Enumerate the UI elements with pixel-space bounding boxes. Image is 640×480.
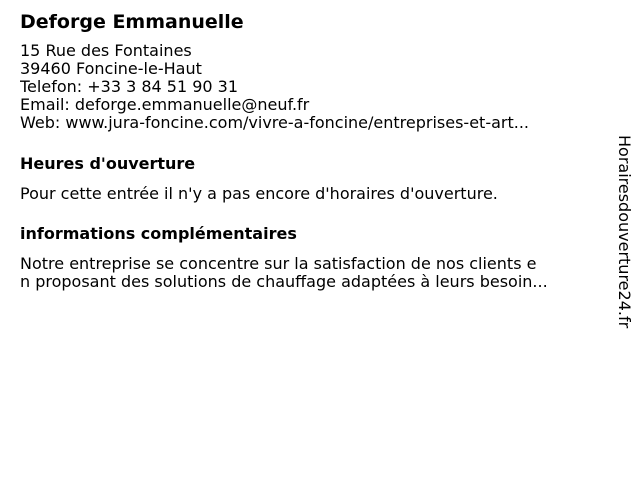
additional-info-line-2: n proposant des solutions de chauffage adaptées à leurs besoin... bbox=[20, 272, 548, 291]
address-street: 15 Rue des Fontaines bbox=[20, 42, 192, 60]
business-entry bbox=[20, 10, 595, 291]
business-name: Deforge Emmanuelle bbox=[20, 11, 244, 33]
additional-info-heading: informations complémentaires bbox=[20, 224, 297, 243]
additional-info-text bbox=[20, 255, 595, 291]
web-line: Web: www.jura-foncine.com/vivre-a-foncine/entreprises-et-art... bbox=[20, 114, 529, 132]
additional-info-line-1: Notre entreprise se concentre sur la satisfaction de nos clients e bbox=[20, 254, 537, 273]
address-city: 39460 Foncine-le-Haut bbox=[20, 60, 202, 78]
opening-hours-text: Pour cette entrée il n'y a pas encore d'horaires d'ouverture. bbox=[20, 184, 498, 203]
phone-line: Telefon: +33 3 84 51 90 31 bbox=[20, 78, 239, 96]
opening-hours-heading: Heures d'ouverture bbox=[20, 154, 196, 173]
site-brand-vertical: Horairesdouverture24.fr bbox=[615, 135, 634, 329]
email-line: Email: deforge.emmanuelle@neuf.fr bbox=[20, 96, 310, 114]
